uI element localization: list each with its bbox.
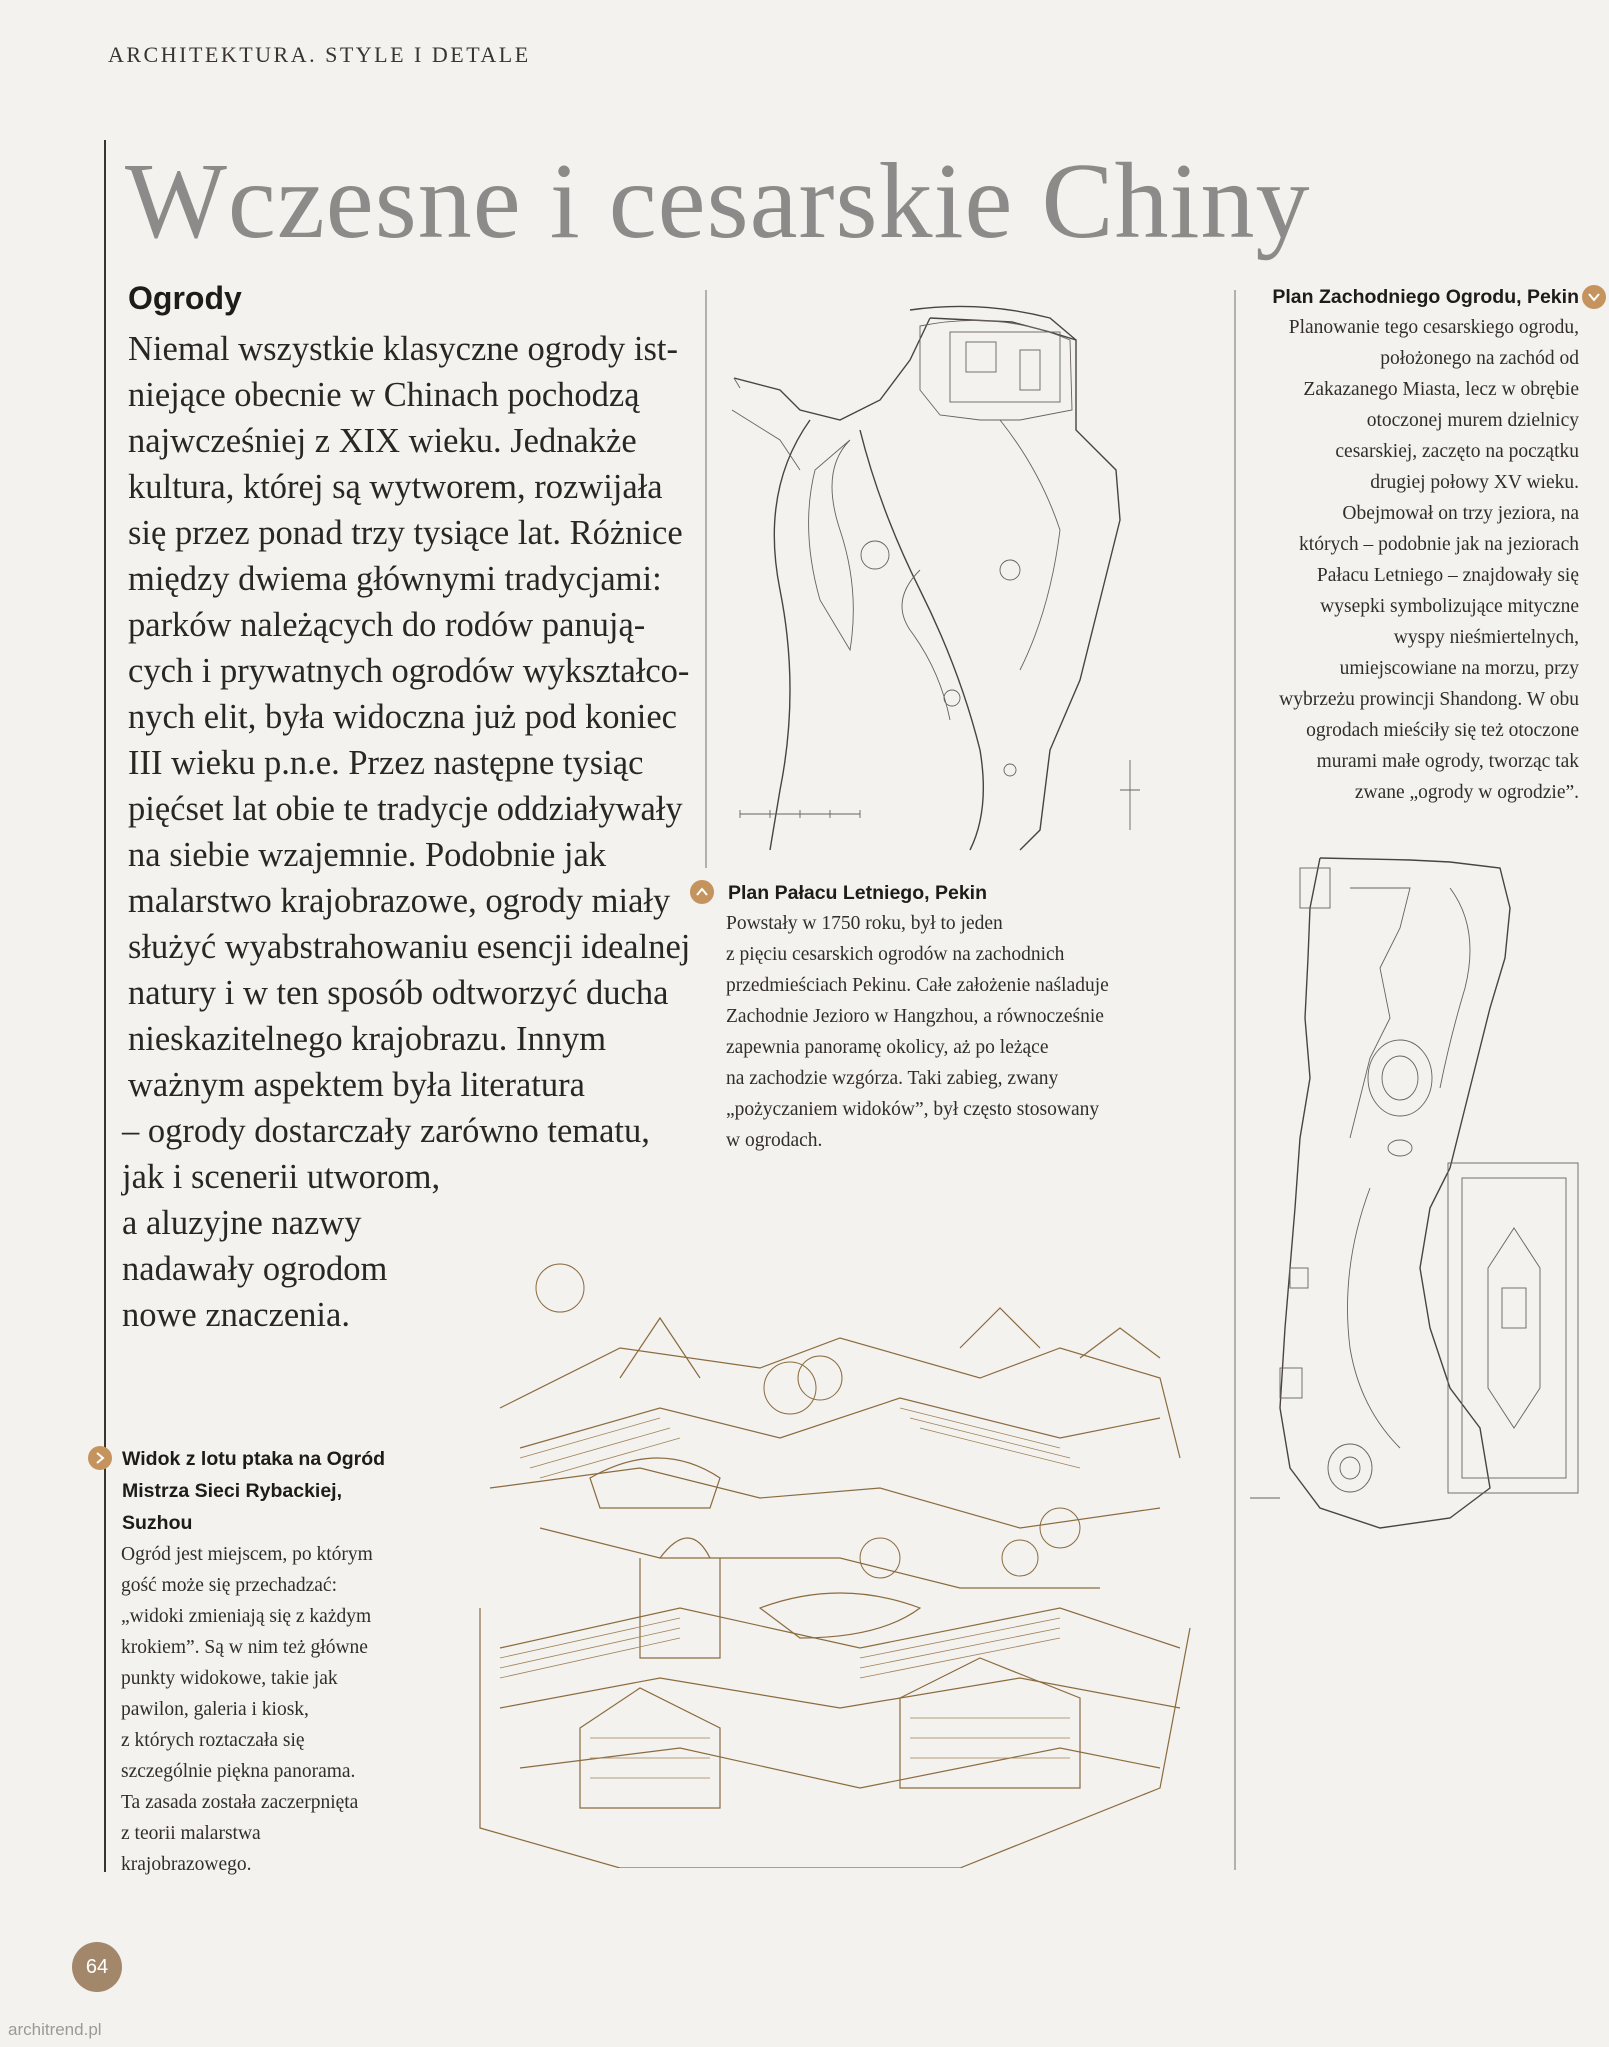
body-line: pięćset lat obie te tradycje oddziaływały <box>128 790 683 828</box>
caption-line: z pięciu cesarskich ogrodów na zachodnich <box>726 944 1065 965</box>
caption-line: Pałacu Letniego – znajdowały się <box>1316 565 1579 586</box>
body-line: nieskazitelnego krajobrazu. Innym <box>128 1020 607 1058</box>
caption-line: wyspy nieśmiertelnych, <box>1393 627 1579 648</box>
caption-line: Powstały w 1750 roku, był to jeden <box>726 913 1003 934</box>
caption-line: zwane „ogrody w ogrodzie”. <box>1354 782 1579 803</box>
caption-line: Zakazanego Miasta, lecz w obrębie <box>1303 379 1579 400</box>
body-line: jak i scenerii utworom, <box>122 1158 441 1196</box>
caption-line: z teorii malarstwa <box>121 1823 261 1844</box>
caption-line: zapewnia panoramę okolicy, aż po leżące <box>726 1037 1049 1058</box>
body-line: między dwiema głównymi tradycjami: <box>128 560 662 598</box>
caption-line: których – podobnie jak na jeziorach <box>1299 534 1579 555</box>
body-line: nadawały ogrodom <box>122 1250 388 1288</box>
caption-marker-down-icon <box>1582 285 1606 309</box>
caption-line: otoczonej murem dzielnicy <box>1366 410 1579 431</box>
caption-line: drugiej połowy XV wieku. <box>1370 472 1579 493</box>
caption-line: „pożyczaniem widoków”, był często stosowany <box>726 1099 1100 1120</box>
caption-line: położonego na zachód od <box>1380 348 1579 369</box>
caption-line: murami małe ogrody, tworząc tak <box>1316 751 1579 772</box>
caption-line: na zachodzie wzgórza. Taki zabieg, zwany <box>726 1068 1059 1089</box>
body-line: kultura, której są wytworem, rozwijała <box>128 468 663 506</box>
western-garden-plan-drawing <box>1250 848 1590 1628</box>
caption-western-garden-title: Plan Zachodniego Ogrodu, Pekin <box>1272 286 1579 308</box>
body-line: III wieku p.n.e. Przez następne tysiąc <box>128 744 644 782</box>
caption-line: wysepki symbolizujące mityczne <box>1320 596 1579 617</box>
caption-line: gość może się przechadzać: <box>121 1575 338 1596</box>
fishing-garden-illustration <box>460 1228 1220 1868</box>
caption-fishing-garden-title: Widok z lotu ptaka na Ogród <box>122 1448 386 1470</box>
body-line: nych elit, była widoczna już pod koniec <box>128 698 677 736</box>
caption-line: punkty widokowe, takie jak <box>121 1668 338 1689</box>
caption-line: z których roztaczała się <box>121 1730 305 1751</box>
page-title: Wczesne i cesarskie Chiny <box>125 142 1311 261</box>
body-line: służyć wyabstrahowaniu esencji idealnej <box>128 928 691 966</box>
caption-line: wybrzeżu prowincji Shandong. W obu <box>1279 689 1579 710</box>
body-line: niejące obecnie w Chinach pochodzą <box>128 376 640 414</box>
body-line: parków należących do rodów panują- <box>128 606 646 644</box>
caption-line: przedmieściach Pekinu. Całe założenie naśladuje <box>726 975 1109 996</box>
body-line: najwcześniej z XIX wieku. Jednakże <box>128 422 637 460</box>
body-line: malarstwo krajobrazowe, ogrody miały <box>128 882 671 920</box>
body-line: Niemal wszystkie klasyczne ogrody ist- <box>128 330 678 368</box>
caption-line: Ta zasada została zaczerpnięta <box>121 1792 359 1813</box>
caption-line: cesarskiej, zaczęto na początku <box>1335 441 1579 462</box>
running-head: ARCHITEKTURA. STYLE I DETALE <box>108 42 531 67</box>
section-heading: Ogrody <box>128 280 242 316</box>
body-line: a aluzyjne nazwy <box>122 1204 362 1242</box>
caption-marker-up-icon <box>690 880 714 904</box>
page-number: 64 <box>72 1942 122 1992</box>
caption-line: Obejmował on trzy jeziora, na <box>1342 503 1579 524</box>
caption-line: pawilon, galeria i kiosk, <box>121 1699 309 1720</box>
body-line: natury i w ten sposób odtworzyć ducha <box>128 974 669 1012</box>
caption-line: ogrodach mieściły się też otoczone <box>1306 720 1579 741</box>
body-line: – ogrody dostarczały zarówno tematu, <box>122 1112 650 1150</box>
body-line: ważnym aspektem była literatura <box>128 1066 585 1104</box>
caption-fishing-garden-title: Mistrza Sieci Rybackiej, <box>122 1480 343 1502</box>
caption-line: umiejscowiane na morzu, przy <box>1339 658 1579 679</box>
caption-summer-palace-title: Plan Pałacu Letniego, Pekin <box>728 882 987 904</box>
caption-line: „widoki zmieniają się z każdym <box>121 1606 372 1627</box>
body-line: się przez ponad trzy tysiące lat. Różnice <box>128 514 683 552</box>
caption-line: krokiem”. Są w nim też główne <box>121 1637 368 1658</box>
caption-line: Planowanie tego cesarskiego ogrodu, <box>1288 317 1579 338</box>
caption-line: krajobrazowego. <box>121 1854 252 1875</box>
caption-line: Zachodnie Jezioro w Hangzhou, a równocześnie <box>726 1006 1104 1027</box>
body-line: nowe znaczenia. <box>122 1296 350 1334</box>
caption-marker-right-icon <box>88 1446 112 1470</box>
watermark: architrend.pl <box>8 2020 102 2039</box>
summer-palace-plan-drawing <box>720 270 1200 870</box>
caption-line: Ogród jest miejscem, po którym <box>121 1544 373 1565</box>
body-line: na siebie wzajemnie. Podobnie jak <box>128 836 607 874</box>
caption-fishing-garden-title: Suzhou <box>122 1512 193 1534</box>
body-line: cych i prywatnych ogrodów wykształco- <box>128 652 690 690</box>
caption-line: w ogrodach. <box>726 1130 823 1151</box>
caption-line: szczególnie piękna panorama. <box>121 1761 356 1782</box>
